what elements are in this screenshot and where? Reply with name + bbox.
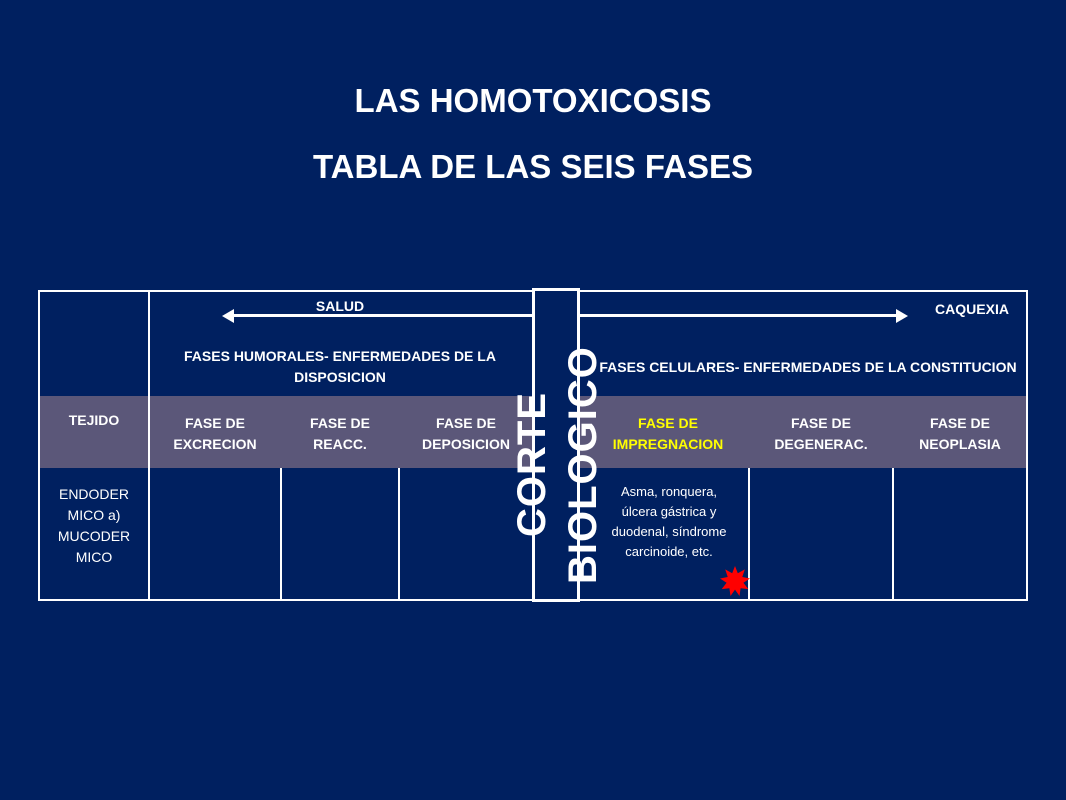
biologico-label: BIOLOGICO	[561, 346, 605, 584]
phase-deposicion: FASE DE DEPOSICION	[422, 415, 510, 452]
page-title: LAS HOMOTOXICOSIS	[354, 82, 712, 119]
corte-label: CORTE	[510, 392, 554, 537]
phase-degeneracion: FASE DE DEGENERAC.	[774, 415, 868, 452]
phase-neoplasia: FASE DE NEOPLASIA	[919, 415, 1001, 452]
phase-reaccion: FASE DE REACC.	[310, 415, 370, 452]
tissue-name: ENDODER MICO a) MUCODER MICO	[57, 486, 131, 565]
table-border-right	[1026, 290, 1028, 601]
column-divider	[398, 468, 400, 601]
table-border-bottom-right	[580, 599, 1028, 601]
tejido-label: TEJIDO	[68, 412, 120, 428]
column-divider	[280, 468, 282, 601]
impregnacion-examples: Asma, ronquera, úlcera gástrica y duodenal, síndrome carcinoide, etc.	[611, 484, 727, 559]
column-divider	[892, 468, 894, 601]
cut-border-top	[532, 288, 580, 291]
phases-table	[38, 290, 1028, 601]
page-subtitle: TABLA DE LAS SEIS FASES	[312, 148, 754, 185]
caquexia-label: CAQUEXIA	[935, 300, 1009, 317]
arrow-right-icon	[896, 309, 908, 323]
humoral-phases-header: FASES HUMORALES- ENFERMEDADES DE LA DISPOSICION	[184, 348, 496, 385]
table-border-top-right	[580, 290, 1028, 292]
arrow-left-icon	[222, 309, 234, 323]
phase-excrecion: FASE DE EXCRECION	[173, 415, 257, 452]
table-border-top-left	[38, 290, 532, 292]
cut-border-bottom	[532, 599, 580, 602]
table-border-left	[38, 290, 40, 601]
table-border-bottom-left	[38, 599, 532, 601]
salud-label: SALUD	[315, 297, 365, 314]
starburst-marker-icon	[720, 566, 750, 596]
cellular-phases-header: FASES CELULARES- ENFERMEDADES DE LA CONSTITUCION	[599, 358, 1017, 375]
phase-impregnacion: FASE DE IMPREGNACION	[612, 415, 724, 452]
